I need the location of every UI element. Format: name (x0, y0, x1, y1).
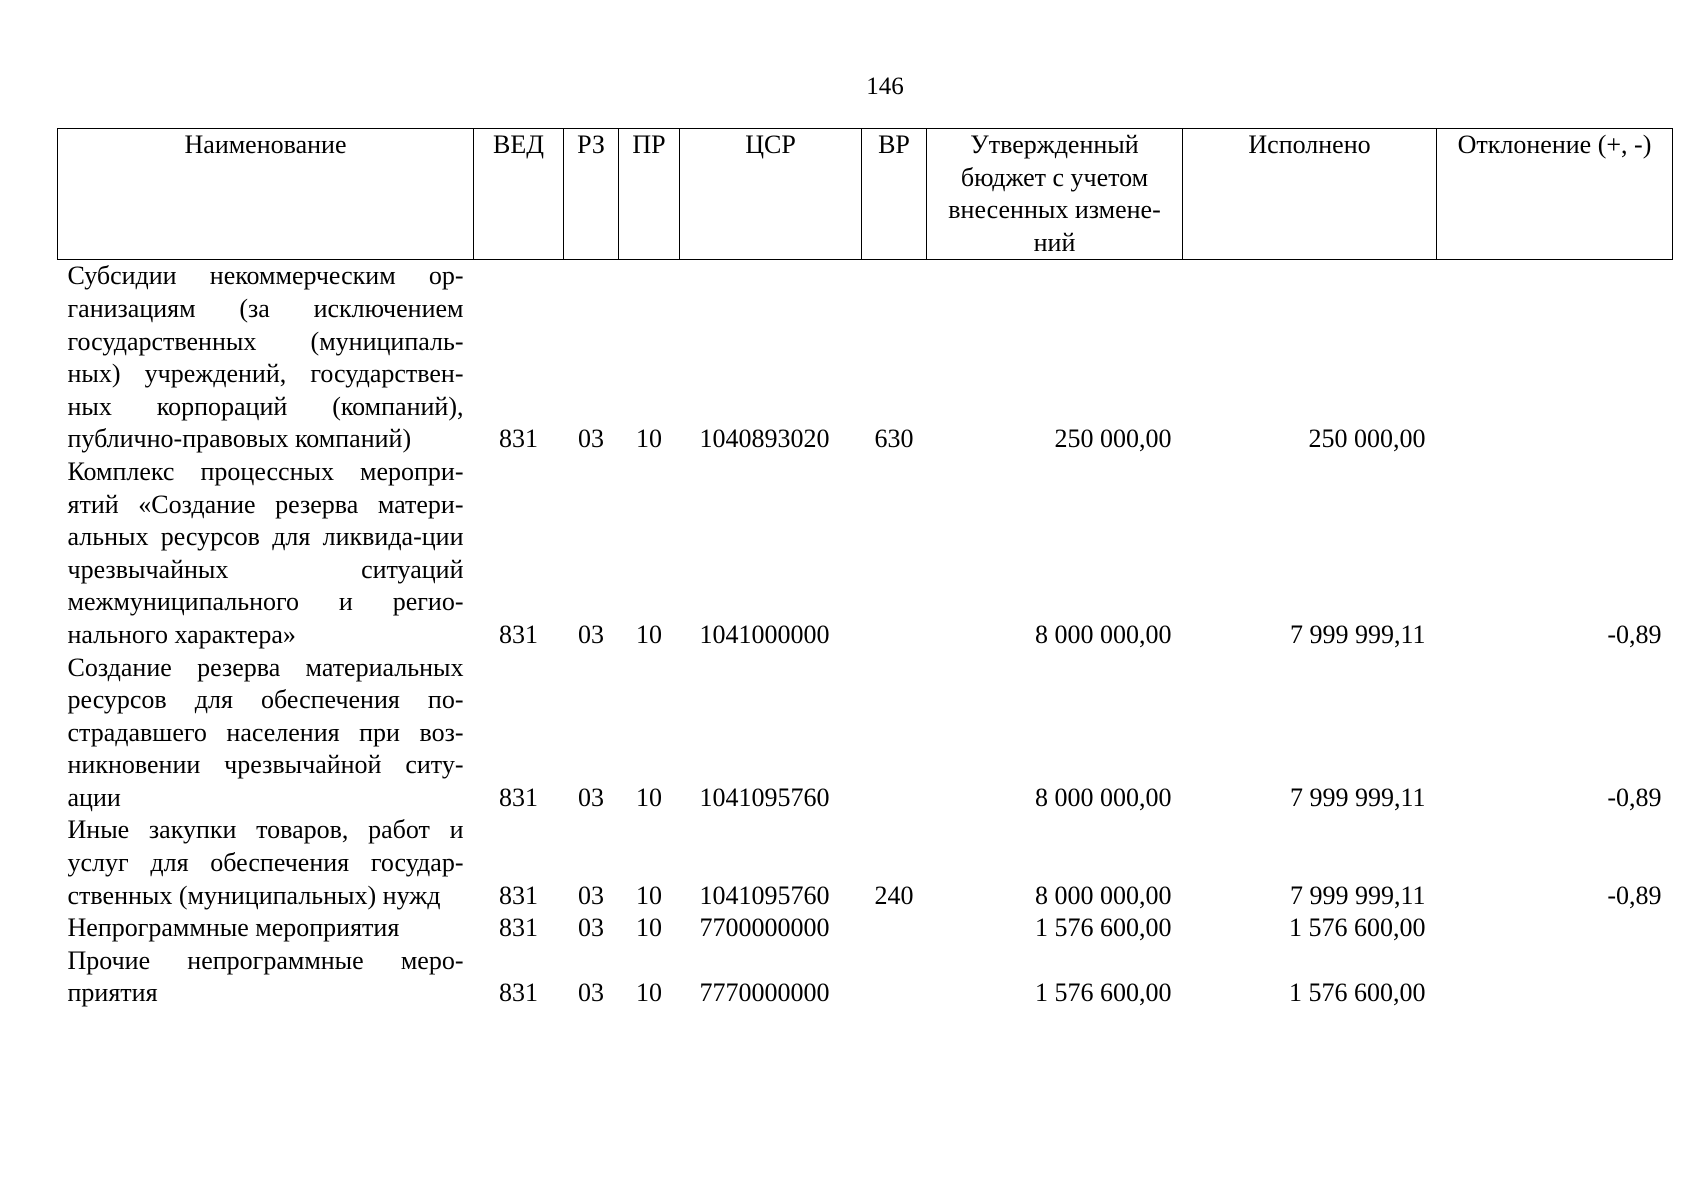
header-pr: ПР (619, 129, 680, 260)
row-executed: 7 999 999,11 (1289, 619, 1426, 649)
row-csr: 1040893020 (699, 424, 830, 454)
row-pr: 10 (636, 913, 662, 943)
row-rz: 03 (578, 619, 604, 649)
row-approved: 250 000,00 (1054, 424, 1172, 454)
row-executed: 7 999 999,11 (1289, 782, 1426, 812)
table-body (58, 260, 1673, 1010)
table-row (58, 945, 1673, 1010)
row-csr: 7770000000 (699, 978, 830, 1008)
row-rz: 03 (578, 424, 604, 454)
row-name: Прочие непрограммные меро-приятия (67, 945, 464, 1008)
row-rz: 03 (578, 978, 604, 1008)
row-approved: 1 576 600,00 (1035, 978, 1172, 1008)
row-approved: 8 000 000,00 (1035, 880, 1172, 910)
table-header (58, 129, 1673, 260)
row-approved: 1 576 600,00 (1035, 913, 1172, 943)
row-name: Субсидии некоммерческим ор-ганизациям (за исключением государственных (муниципаль-ных) учреждений, государствен-ных корпораций (компаний), публично-правовых компаний) (67, 261, 464, 454)
row-vr: 630 (874, 424, 914, 454)
row-rz: 03 (578, 782, 604, 812)
row-rz: 03 (578, 880, 604, 910)
row-name: Комплекс процессных меропри-ятий «Создание резерва матери-альных ресурсов для ликвида-ции чрезвычайных ситуаций межмуниципального и регио-нального характера» (67, 456, 464, 649)
table-row (58, 260, 1673, 456)
row-csr: 1041095760 (699, 782, 830, 812)
header-vr: ВР (862, 129, 927, 260)
row-ved: 831 (499, 880, 538, 910)
row-pr: 10 (636, 782, 662, 812)
row-deviation (1437, 912, 1673, 945)
row-pr: 10 (636, 424, 662, 454)
page-number: 146 (866, 73, 904, 100)
row-executed: 1 576 600,00 (1289, 978, 1426, 1008)
row-ved: 831 (499, 913, 538, 943)
row-vr (862, 652, 927, 815)
row-deviation: -0,89 (1607, 880, 1662, 910)
row-name: Иные закупки товаров, работ и услуг для обеспечения государ-ственных (муниципальных) нужд (67, 815, 464, 910)
row-name: Создание резерва материальных ресурсов для обеспечения по-страдавшего населения при воз-никновении чрезвычайной ситу-ации (67, 652, 464, 812)
row-ved: 831 (499, 782, 538, 812)
header-rz: РЗ (564, 129, 619, 260)
row-csr: 1041095760 (699, 880, 830, 910)
row-vr: 240 (874, 880, 914, 910)
row-pr: 10 (636, 978, 662, 1008)
row-csr: 1041000000 (699, 619, 830, 649)
row-deviation: -0,89 (1607, 782, 1662, 812)
row-ved: 831 (499, 978, 538, 1008)
row-vr (862, 912, 927, 945)
row-approved: 8 000 000,00 (1035, 782, 1172, 812)
table-row (58, 912, 1673, 945)
row-ved: 831 (499, 619, 538, 649)
row-executed: 7 999 999,11 (1289, 880, 1426, 910)
header-approved-budget: Утвержденный бюджет с учетом внесенных измене-ний (927, 129, 1183, 260)
row-pr: 10 (636, 619, 662, 649)
row-executed: 250 000,00 (1308, 424, 1426, 454)
row-deviation: -0,89 (1607, 619, 1662, 649)
row-rz: 03 (578, 913, 604, 943)
row-deviation (1437, 260, 1673, 456)
table-row (58, 456, 1673, 652)
header-ved: ВЕД (474, 129, 564, 260)
row-csr: 7700000000 (699, 913, 830, 943)
row-pr: 10 (636, 880, 662, 910)
row-vr (862, 945, 927, 1010)
row-approved: 8 000 000,00 (1035, 619, 1172, 649)
header-executed: Исполнено (1183, 129, 1437, 260)
row-executed: 1 576 600,00 (1289, 913, 1426, 943)
table-row (58, 814, 1673, 912)
row-vr (862, 456, 927, 652)
row-deviation (1437, 945, 1673, 1010)
budget-execution-table (57, 128, 1673, 1010)
row-name: Непрограммные мероприятия (67, 913, 400, 943)
header-deviation: Отклонение (+, -) (1437, 129, 1673, 260)
header-name: Наименование (58, 129, 474, 260)
table-row (58, 652, 1673, 815)
row-ved: 831 (499, 424, 538, 454)
header-csr: ЦСР (680, 129, 862, 260)
